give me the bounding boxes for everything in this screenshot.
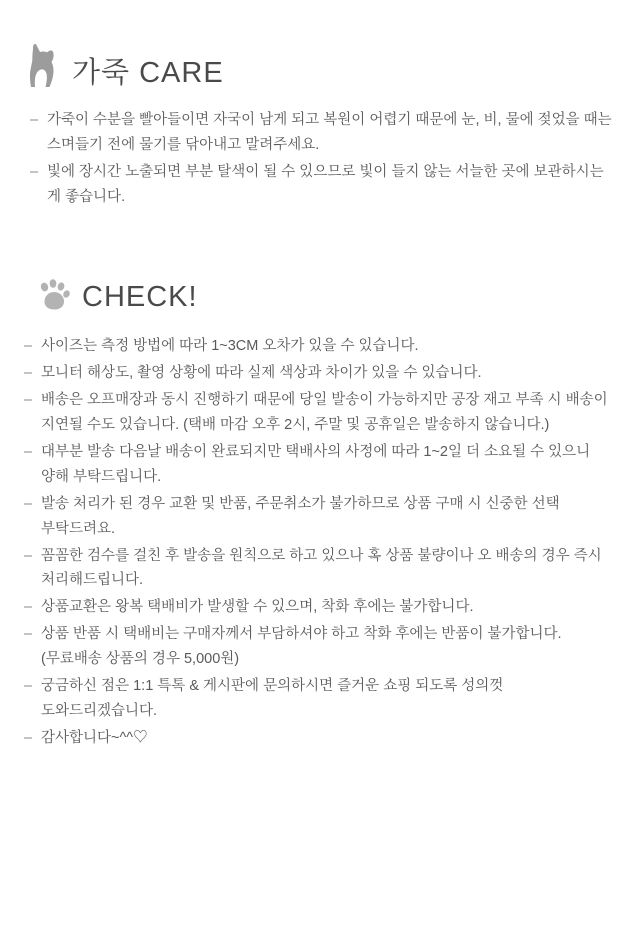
list-item: – 모니터 해상도, 촬영 상황에 따라 실제 색상과 차이가 있을 수 있습니다. bbox=[24, 361, 616, 386]
list-item: – 상품교환은 왕복 택배비가 발생할 수 있으며, 착화 후에는 불가합니다. bbox=[24, 595, 616, 620]
check-note-list bbox=[24, 334, 616, 751]
care-title: 가죽 CARE bbox=[72, 57, 224, 89]
list-item: – 배송은 오프매장과 동시 진행하기 때문에 당일 발송이 가능하지만 공장 재고 부족 시 배송이 지연될 수도 있습니다. (택배 마감 오후 2시, 주말 및 공휴일은 발송하지 않습니다.) bbox=[24, 388, 616, 438]
list-item: – 꼼꼼한 검수를 걸친 후 발송을 원칙으로 하고 있으나 혹 상품 불량이나 오 배송의 경우 즉시 처리해드립니다. bbox=[24, 544, 616, 594]
check-heading bbox=[24, 278, 616, 312]
list-item: – 사이즈는 측정 방법에 따라 1~3CM 오차가 있을 수 있습니다. bbox=[24, 334, 616, 359]
check-title: CHECK! bbox=[82, 281, 198, 313]
list-item: – 가죽이 수분을 빨아들이면 자국이 남게 되고 복원이 어렵기 때문에 눈, 비, 물에 젖었을 때는 스며들기 전에 물기를 닦아내고 말려주세요. bbox=[30, 108, 616, 158]
list-item: – 궁금하신 점은 1:1 특톡 & 게시판에 문의하시면 즐거운 쇼핑 되도록 성의껏 도와드리겠습니다. bbox=[24, 674, 616, 724]
list-item: – 감사합니다~^^♡ bbox=[24, 726, 616, 751]
section-care bbox=[24, 42, 616, 212]
cat-icon bbox=[24, 42, 62, 88]
section-check bbox=[24, 278, 616, 753]
care-heading bbox=[24, 42, 616, 88]
list-item: – 상품 반품 시 택배비는 구매자께서 부담하셔야 하고 착화 후에는 반품이 불가합니다. (무료배송 상품의 경우 5,000원) bbox=[24, 622, 616, 672]
paw-icon bbox=[36, 278, 72, 312]
list-item: – 대부분 발송 다음날 배송이 완료되지만 택배사의 사정에 따라 1~2일 더 소요될 수 있으니 양해 부탁드립니다. bbox=[24, 440, 616, 490]
care-note-list bbox=[24, 108, 616, 210]
list-item: – 빛에 장시간 노출되면 부분 탈색이 될 수 있으므로 빛이 들지 않는 서늘한 곳에 보관하시는 게 좋습니다. bbox=[30, 160, 616, 210]
list-item: – 발송 처리가 된 경우 교환 및 반품, 주문취소가 불가하므로 상품 구매 시 신중한 선택 부탁드려요. bbox=[24, 492, 616, 542]
